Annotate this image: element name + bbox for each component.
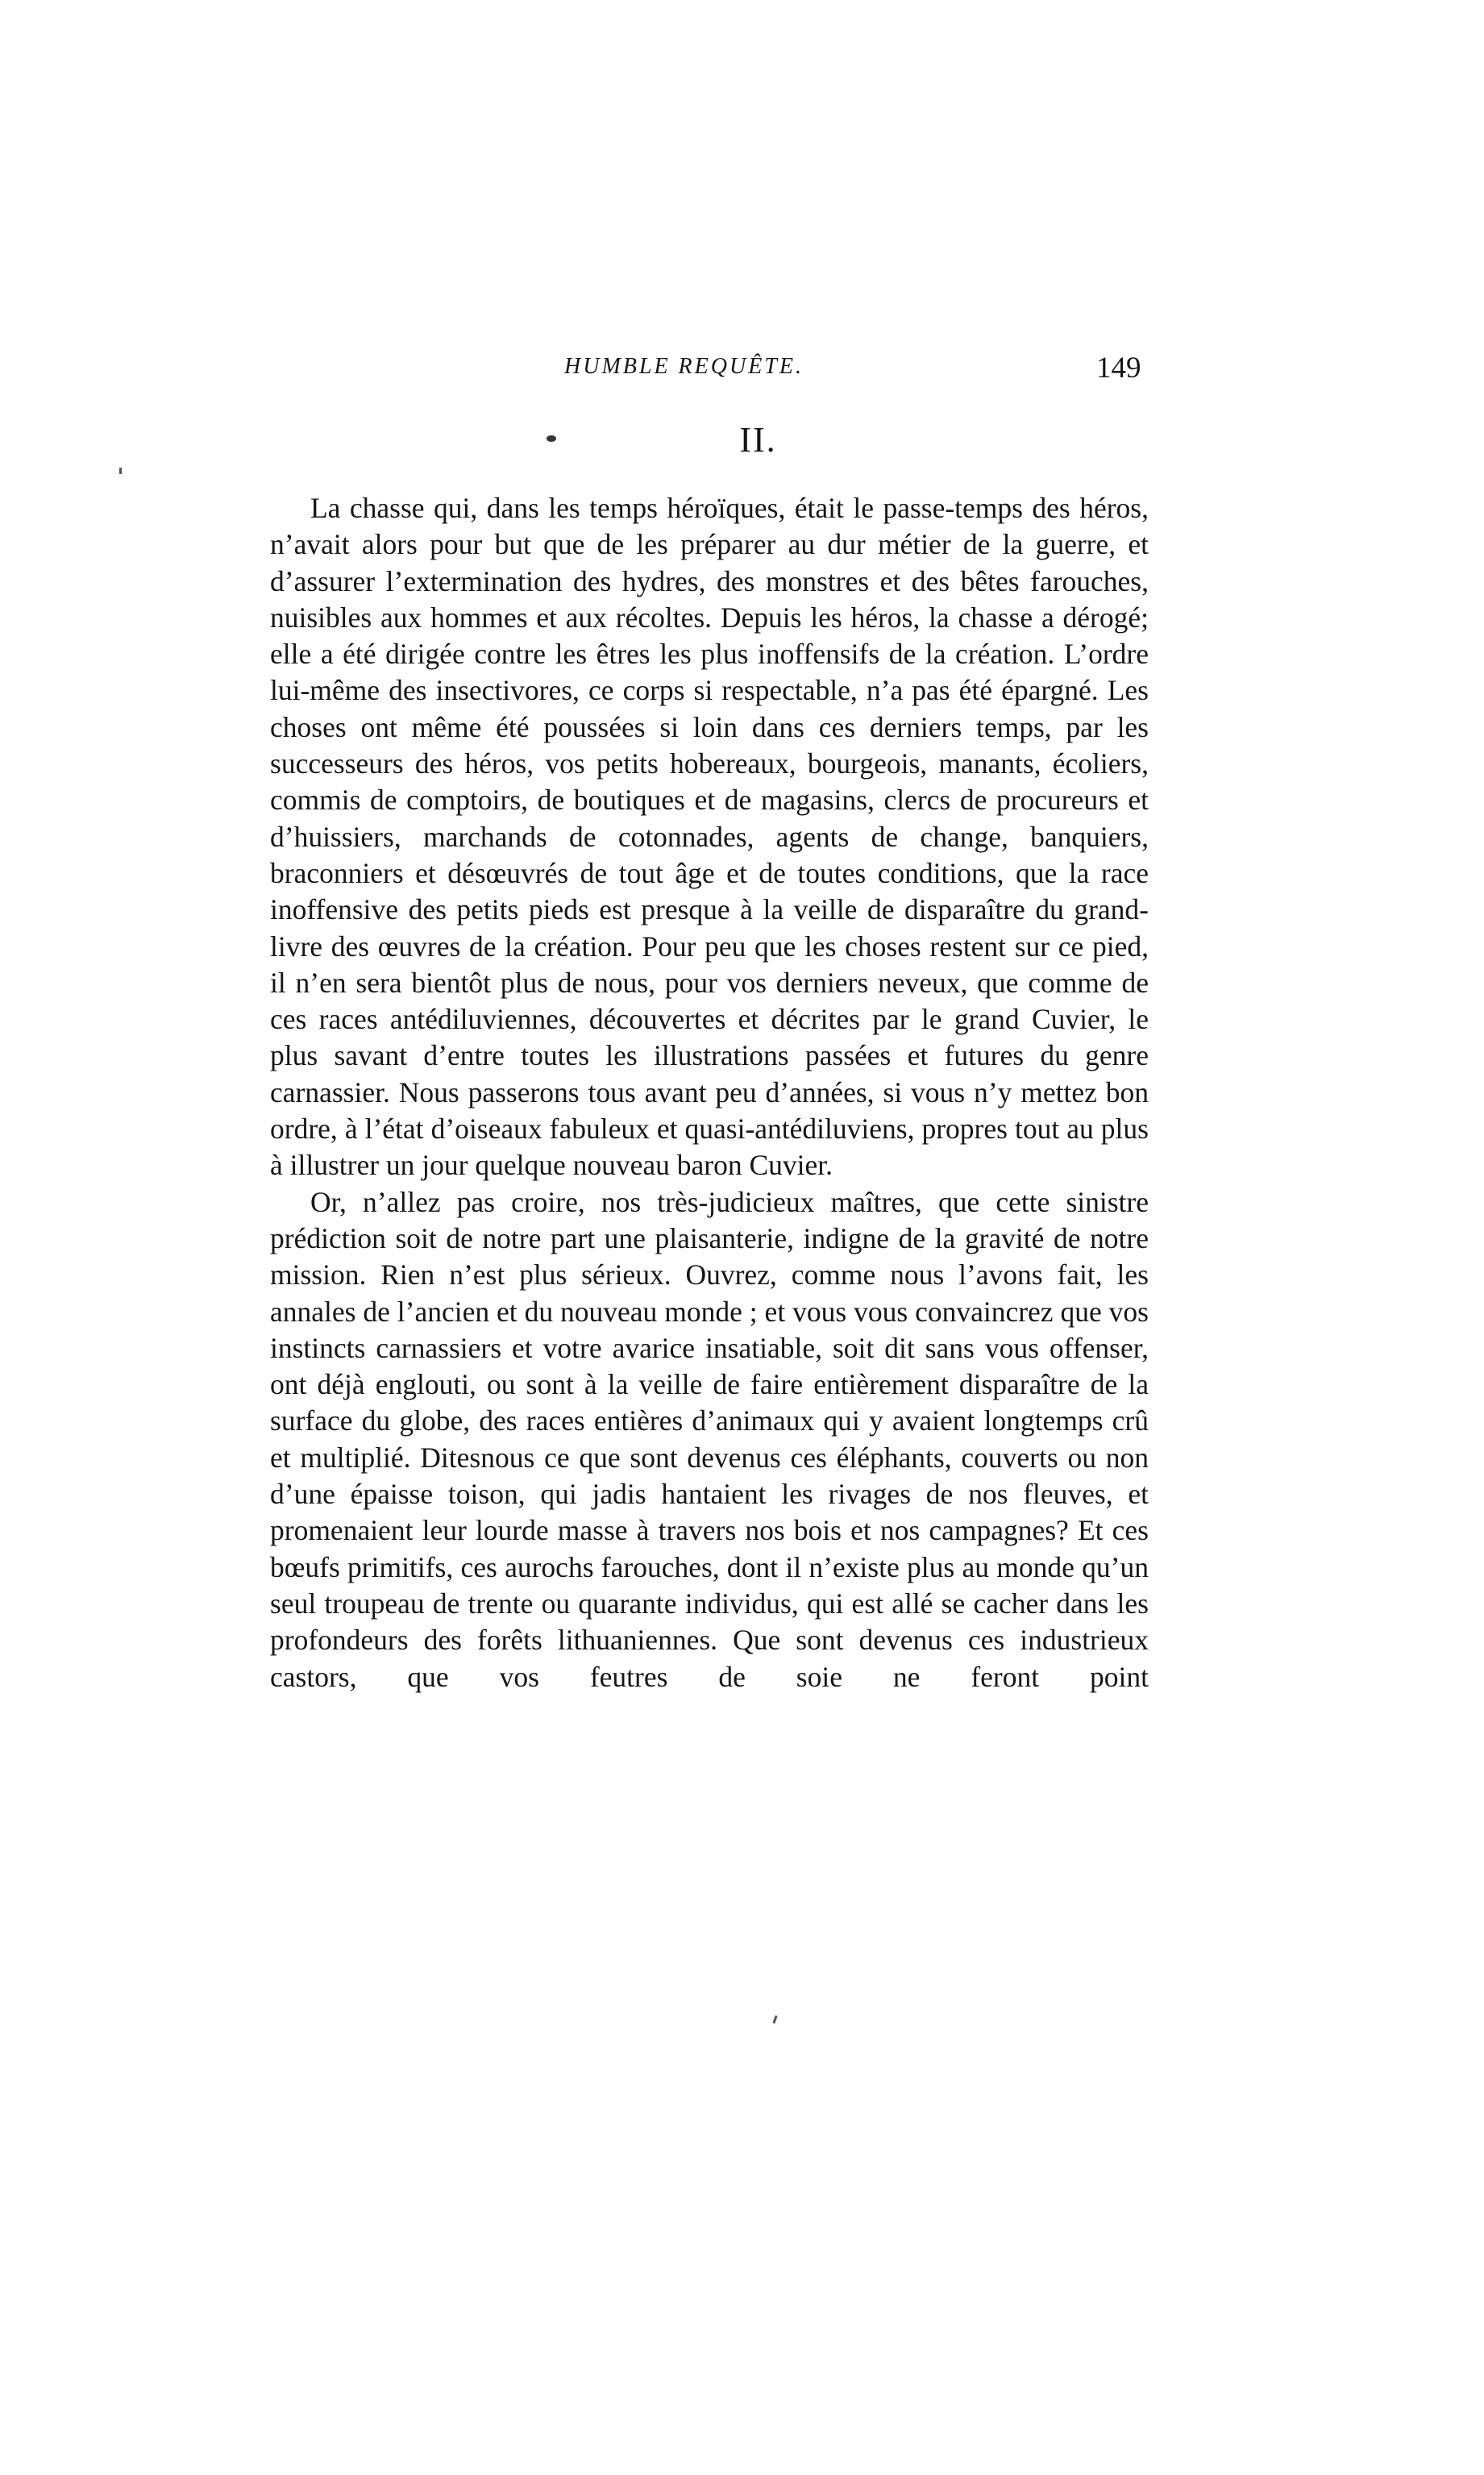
paragraph: La chasse qui, dans les temps héroïques, était le passe-temps des héros, n’avait alors pour but que de les préparer au dur métier de la guerre, et d’assurer l’extermination des hydres, des monstres et des bêtes farouches, nuisibles aux hommes et aux récoltes. Depuis les héros, la chasse a dérogé; elle a été dirigée contre les êtres les plus inoffensifs de la création. L’ordre lui-même des insectivores, ce corps si respectable, n’a pas été épargné. Les choses ont même été poussées si loin dans ces derniers temps, par les successeurs des héros, vos petits hobereaux, bourgeois, manants, écoliers, commis de comptoirs, de boutiques et de magasins, clercs de procureurs et d’huissiers, marchands de cotonnades, agents de change, banquiers, braconniers et désœuvrés de tout âge et de toutes conditions, que la race inoffensive des petits pieds est presque à la veille de disparaître du grand-livre des œuvres de la création. Pour peu que les choses restent sur ce pied, il n’en sera bientôt plus de nous, pour vos derniers neveux, que comme de ces races antédiluviennes, découvertes et décrites par le grand Cuvier, le plus savant d’entre toutes les illustrations passées et futures du genre carnassier. Nous passerons tous avant peu d’années, si vous n’y mettez bon ordre, à l’état d’oiseaux fabuleux et quasi-antédiluviens, propres tout au plus à illustrer un jour quelque nouveau baron Cuvier.: [270, 492, 1149, 1182]
body-text: [270, 490, 1149, 1695]
running-title: HUMBLE REQUÊTE.: [564, 354, 804, 379]
page-number: 149: [1096, 351, 1141, 385]
section-heading: II.: [739, 420, 777, 460]
paragraph: Or, n’allez pas croire, nos très-judicieux maîtres, que cette sinistre prédiction soit de notre part une plaisanterie, indigne de la gravité de notre mission. Rien n’est plus sérieux. Ouvrez, comme nous l’avons fait, les annales de l’ancien et du nouveau monde ; et vous vous convaincrez que vos instincts carnassiers et votre avarice insatiable, soit dit sans vous offenser, ont déjà englouti, ou sont à la veille de faire entièrement disparaître de la surface du globe, des races entières d’animaux qui y avaient longtemps crû et multiplié. Ditesnous ce que sont devenus ces éléphants, couverts ou non d’une épaisse toison, qui jadis hantaient les rivages de nos fleuves, et promenaient leur lourde masse à travers nos bois et nos campagnes? Et ces bœufs primitifs, ces aurochs farouches, dont il n’existe plus au monde qu’un seul troupeau de trente ou quarante individus, qui est allé se cacher dans les profondeurs des forêts lithuaniennes. Que sont devenus ces industrieux castors, que vos feutres de soie ne feront point: [270, 1185, 1149, 1693]
ink-speck: [119, 468, 122, 474]
running-head: [0, 351, 1484, 389]
ink-speck: [772, 2015, 777, 2024]
